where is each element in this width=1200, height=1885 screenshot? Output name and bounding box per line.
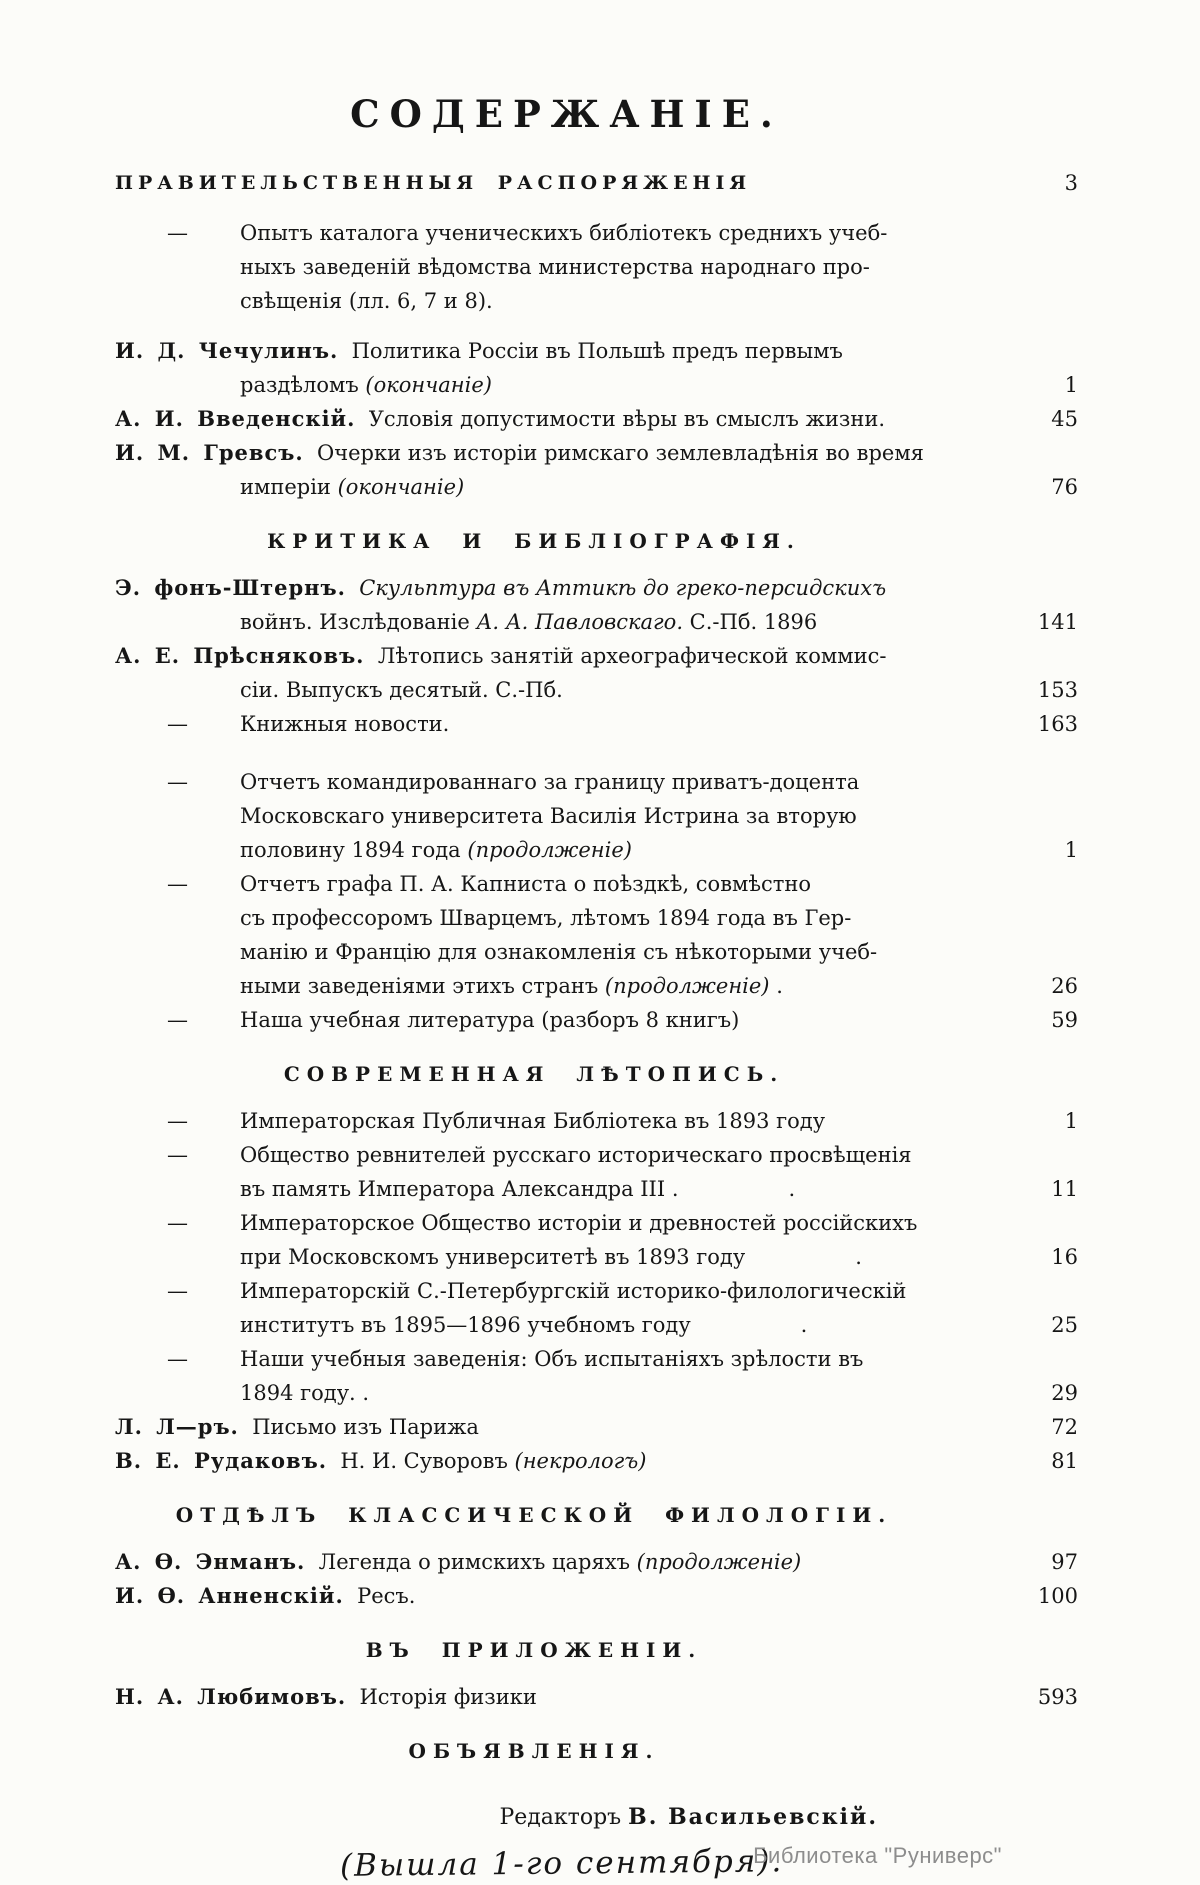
entry-text [115, 867, 1008, 1003]
entry-text-segment: Общество ревнителей русскаго историческаго просвѣщенія [240, 1143, 912, 1167]
entry-text-segment: Книжныя новости. [240, 712, 450, 736]
section-heading: СОВРЕМЕННАЯ ЛѢТОПИСЬ. [283, 1062, 785, 1086]
entry-text-segment: при Московскомъ университетѣ въ 1893 году [240, 1245, 746, 1269]
toc-entry [115, 639, 1078, 707]
entry-author: И. Д. Чечулинъ. [115, 338, 352, 363]
entry-text [115, 1342, 1008, 1410]
entry-author: В. Е. Рудаковъ. [115, 1448, 341, 1473]
entry-text [115, 1545, 1008, 1579]
toc-entry [115, 1342, 1078, 1410]
dash-icon: — [167, 1211, 188, 1235]
entry-text [115, 1410, 1008, 1444]
toc-entry [115, 571, 1078, 639]
entry-text-segment: Легенда о римскихъ царяхъ [318, 1550, 637, 1574]
entry-author: И. Ѳ. Анненскій. [115, 1583, 358, 1608]
entry-text-segment: имперіи [240, 475, 338, 499]
section-heading: КРИТИКА И БИБЛІОГРАФІЯ. [267, 529, 801, 553]
entry-text-segment: (окончаніе) [337, 475, 465, 499]
dash-icon: — [167, 1347, 188, 1371]
entry-author: А. И. Введенскій. [115, 406, 369, 431]
toc-entry [115, 1579, 1078, 1613]
toc-entry [115, 1545, 1078, 1579]
entry-text [115, 402, 1008, 436]
entry-text-segment: (продолженіе) [604, 974, 770, 998]
dash-icon: — [167, 872, 188, 896]
page-number: 11 [1051, 1177, 1078, 1201]
dash-icon: — [167, 1143, 188, 1167]
editor-name: В. Васильевскій. [628, 1804, 878, 1830]
entry-text-segment: свѣщенія (лл. 6, 7 и 8). [240, 289, 493, 313]
entry-text [115, 436, 1008, 504]
entry-text-segment: Н. И. Суворовъ [340, 1449, 515, 1473]
page-number: 1 [1064, 1109, 1078, 1133]
toc-entry [115, 216, 1078, 318]
page-title: СОДЕРЖАНІЕ. [350, 92, 783, 136]
entry-text-segment: Императорскій С.-Петербургскій историко-филологическій [240, 1279, 907, 1303]
entry-text-segment: въ память Императора Александра III . [240, 1177, 679, 1201]
entry-author: Н. А. Любимовъ. [115, 1684, 360, 1709]
entry-text [115, 1579, 1008, 1613]
toc [115, 166, 1078, 1768]
entry-text [115, 1138, 1008, 1206]
entry-text-segment: А. А. Павловскаго. [476, 610, 683, 634]
page-number: 26 [1051, 974, 1078, 998]
toc-entry [115, 1410, 1078, 1444]
entry-text-segment: институтъ въ 1895—1896 учебномъ году [240, 1313, 691, 1337]
entry-text-segment: Императорское Общество исторіи и древностей россійскихъ [240, 1211, 918, 1235]
entry-text-segment: Опытъ каталога ученическихъ библіотекъ среднихъ учеб- [240, 221, 888, 245]
entry-author: А. Е. Прѣсняковъ. [115, 643, 378, 668]
toc-entry [115, 334, 1078, 402]
dash-icon: — [167, 1279, 188, 1303]
section-heading: ОБЪЯВЛЕНІЯ. [408, 1739, 660, 1763]
toc-entry [115, 1138, 1078, 1206]
entry-text-segment: С.-Пб. 1896 [683, 610, 818, 634]
dash-icon: — [167, 770, 188, 794]
toc-entry [115, 1274, 1078, 1342]
section-heading: ВЪ ПРИЛОЖЕНІИ. [365, 1638, 703, 1662]
entry-author: А. Ѳ. Энманъ. [115, 1549, 319, 1574]
entry-text-segment: . [800, 1313, 808, 1337]
entry-text: ПРАВИТЕЛЬСТВЕННЫЯ РАСПОРЯЖЕНІЯ [115, 172, 752, 194]
watermark: Библиотека "Руниверс" [753, 1843, 1002, 1868]
entry-text [115, 1206, 1008, 1274]
entry-text [115, 707, 1008, 741]
entry-text-segment: Исторія физики [359, 1685, 537, 1709]
page-number: 16 [1051, 1245, 1078, 1269]
entry-text-segment: (продолженіе) [467, 838, 632, 862]
page-number: 29 [1051, 1381, 1078, 1405]
page-number: 45 [1051, 407, 1078, 431]
entry-text-segment: раздѣломъ [240, 373, 366, 397]
page-number: 163 [1037, 712, 1078, 736]
toc-entry [115, 1206, 1078, 1274]
toc-entry [115, 1680, 1078, 1714]
entry-text [115, 765, 1008, 867]
entry-text-segment: Письмо изъ Парижа [252, 1415, 479, 1439]
entry-author: И. М. Гревсъ. [115, 440, 317, 465]
entry-text-segment: ными заведеніями этихъ странъ [240, 974, 605, 998]
entry-text-segment: войнъ. Изслѣдованіе [240, 610, 477, 634]
page-number: 81 [1051, 1449, 1078, 1473]
entry-text [115, 334, 1008, 402]
entry-text-segment: Лѣтопись занятій археографической коммис- [377, 644, 887, 668]
page-number: 97 [1051, 1550, 1078, 1574]
dash-icon: — [167, 712, 188, 736]
entry-text [115, 571, 1008, 639]
entry-text-segment: 1894 году. . [240, 1381, 370, 1405]
entry-text-segment: Наша учебная литература (разборъ 8 книгъ) [240, 1008, 740, 1032]
page-number: 72 [1051, 1415, 1078, 1439]
page-number: 25 [1051, 1313, 1078, 1337]
editor-label: Редакторъ [499, 1805, 629, 1830]
entry-author: Э. фонъ-Штернъ. [115, 575, 360, 600]
entry-text-segment: ныхъ заведеній вѣдомства министерства народнаго про- [240, 255, 870, 279]
entry-author: Л. Л—ръ. [115, 1414, 253, 1439]
entry-text-segment: . [788, 1177, 796, 1201]
toc-entry [115, 1003, 1078, 1037]
entry-text [115, 639, 1008, 707]
entry-text-segment: . [769, 974, 783, 998]
section-heading: ОТДѢЛЪ КЛАССИЧЕСКОЙ ФИЛОЛОГІИ. [175, 1503, 893, 1527]
entry-text-segment: Наши учебныя заведенія: Объ испытаніяхъ зрѣлости въ [240, 1347, 864, 1371]
entry-text-segment: сіи. Выпускъ десятый. С.-Пб. [240, 678, 563, 702]
handwritten-note: (Вышла 1-го сентября). [339, 1843, 784, 1884]
entry-text [115, 1444, 1008, 1478]
entry-text-segment: Политика Россіи въ Польшѣ предъ первымъ [351, 339, 843, 363]
toc-heading-row [115, 166, 1078, 200]
page-number: 593 [1037, 1685, 1078, 1709]
entry-text-segment: (продолженіе) [636, 1550, 802, 1574]
toc-entry [115, 707, 1078, 741]
toc-entry [115, 436, 1078, 504]
entry-text-segment: Отчетъ командированнаго за границу приватъ-доцента [240, 770, 860, 794]
editor-line [115, 1804, 1078, 1830]
entry-text-segment: (некрологъ) [514, 1449, 647, 1473]
page-number: 76 [1051, 475, 1078, 499]
entry-text-segment: (окончаніе) [365, 373, 492, 397]
entry-text-segment: манію и Францію для ознакомленія съ нѣкоторыми учеб- [240, 940, 878, 964]
page-number: 1 [1064, 373, 1078, 397]
entry-text-segment: Условія допустимости вѣры въ смыслъ жизни. [368, 407, 886, 431]
toc-entry [115, 1104, 1078, 1138]
toc-entry [115, 1444, 1078, 1478]
entry-text-segment: Отчетъ графа П. А. Капниста о поѣздкѣ, совмѣстно [240, 872, 812, 896]
dash-icon: — [167, 1008, 188, 1032]
page-number: 141 [1037, 610, 1078, 634]
page-number: 3 [1064, 171, 1078, 195]
dash-icon: — [167, 1109, 188, 1133]
entry-text [115, 1274, 1008, 1342]
entry-text [115, 1104, 1008, 1138]
toc-entry [115, 765, 1078, 867]
page-number: 59 [1051, 1008, 1078, 1032]
page-number: 153 [1037, 678, 1078, 702]
entry-text-segment: половину 1894 года [240, 838, 468, 862]
entry-text-segment: Очерки изъ исторіи римскаго землевладѣнія во время [316, 441, 924, 465]
entry-text [115, 216, 1008, 318]
entry-text-segment: . [855, 1245, 862, 1269]
dash-icon: — [167, 221, 188, 245]
entry-text-segment: Императорская Публичная Библіотека въ 1893 году [240, 1109, 826, 1133]
entry-text-segment: Ресъ. [357, 1584, 416, 1608]
page-number: 100 [1037, 1584, 1078, 1608]
entry-text-segment: съ профессоромъ Шварцемъ, лѣтомъ 1894 года въ Гер- [240, 906, 852, 930]
toc-entry [115, 402, 1078, 436]
toc-entry [115, 867, 1078, 1003]
entry-text [115, 1680, 1008, 1714]
entry-text-segment: Московскаго университета Василія Истрина за вторую [240, 804, 857, 828]
entry-text [115, 1003, 1008, 1037]
page-number: 1 [1064, 838, 1078, 862]
entry-text-segment: Скульптура въ Аттикѣ до греко-персидскихъ [359, 576, 887, 600]
